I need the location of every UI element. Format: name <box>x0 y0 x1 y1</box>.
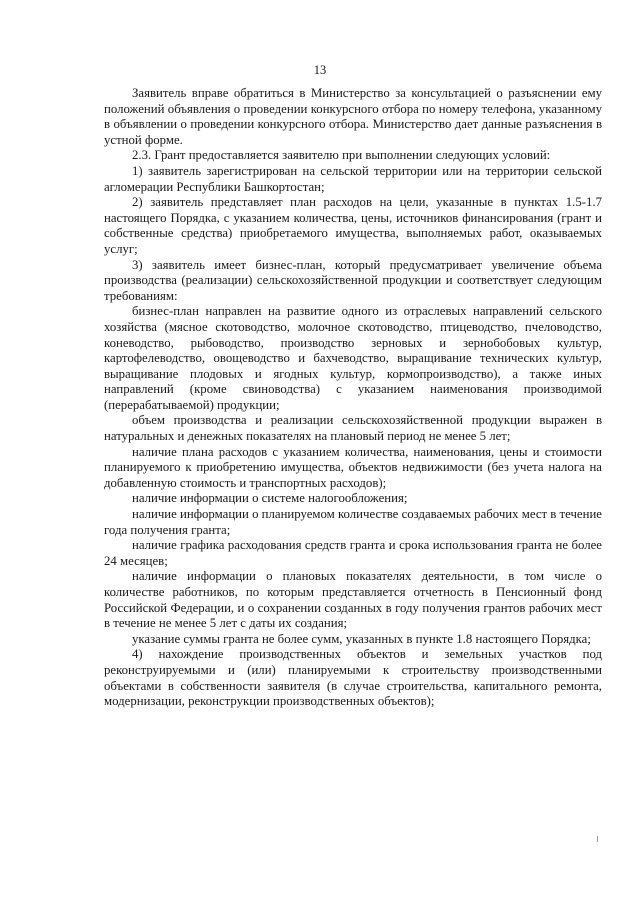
paragraph-condition-2: 2) заявитель представляет план расходов на цели, указанные в пунктах 1.5-1.7 настоящего Порядка, с указанием количества, цены, источников финансирования (грант и собственные средства) приобретаемого имущества, выполняемых работ, оказываемых услуг; <box>104 195 602 256</box>
scan-artifact <box>597 836 598 842</box>
paragraph-expense-plan: наличие плана расходов с указанием количества, наименования, цены и стоимости планируемого к приобретению имущества, объектов недвижимости (без учета налога на добавленную стоимость и транспортных расходов); <box>104 444 602 490</box>
paragraph-grant-schedule: наличие графика расходования средств гранта и срока использования гранта не более 24 месяцев; <box>104 538 602 568</box>
paragraph-section-2-3: 2.3. Грант предоставляется заявителю при выполнении следующих условий: <box>132 148 551 163</box>
paragraph-performance-indicators: наличие информации о плановых показателях деятельности, в том числе о количестве работников, по которым представляется отчетность в Пенсионный фонд Российской Федерации, и о сохранении созданных в году получения грантов рабочих мест в течение не менее 5 лет с даты их создания; <box>104 569 602 631</box>
paragraph-production-volume: объем производства и реализации сельскохозяйственной продукции выражен в натуральных и денежных показателях на плановый период не менее 5 лет; <box>104 413 602 444</box>
paragraph-condition-4: 4) нахождение производственных объектов и земельных участков под реконструируемыми и (или) планируемыми к строительству производственными объектами в собственности заявителя (в случае строительства, капитального ремонта, модернизации, реконструкции производственных объектов); <box>104 647 602 709</box>
paragraph-business-plan-direction: бизнес-план направлен на развитие одного из отраслевых направлений сельского хозяйства (мясное скотоводство, молочное скотоводство, птицеводство, пчеловодство, коневодство, рыбоводство, производство зерновых и зернобобовых культур, картофелеводство, овощеводство и бахчеводство, выращивание технических культур, выращивание плодовых и ягодных культур, кормопроизводство), а также иных направлений (кроме свиноводства) с указанием наименования производимой (перерабатываемой) продукции; <box>104 304 602 412</box>
paragraph-condition-1: 1) заявитель зарегистрирован на сельской территории или на территории сельской агломерации Республики Башкортостан; <box>104 163 602 194</box>
document-body <box>104 86 602 710</box>
paragraph-tax-system: наличие информации о системе налогообложения; <box>132 491 408 506</box>
paragraph-jobs: наличие информации о планируемом количестве создаваемых рабочих мест в течение года получения гранта; <box>104 507 602 537</box>
paragraph-condition-3: 3) заявитель имеет бизнес-план, который предусматривает увеличение объема производства (реализации) сельскохозяйственной продукции и соответствует следующим требованиям: <box>104 257 602 303</box>
paragraph-consultation: Заявитель вправе обратиться в Министерство за консультацией о разъяснении ему положений объявления о проведении конкурсного отбора по номеру телефона, указанному в объявлении о проведении конкурсного отбора. Министерство дает данные разъяснения в устной форме. <box>104 86 602 147</box>
paragraph-grant-amount: указание суммы гранта не более сумм, указанных в пункте 1.8 настоящего Порядка; <box>132 631 591 646</box>
page-number: 13 <box>313 63 327 77</box>
